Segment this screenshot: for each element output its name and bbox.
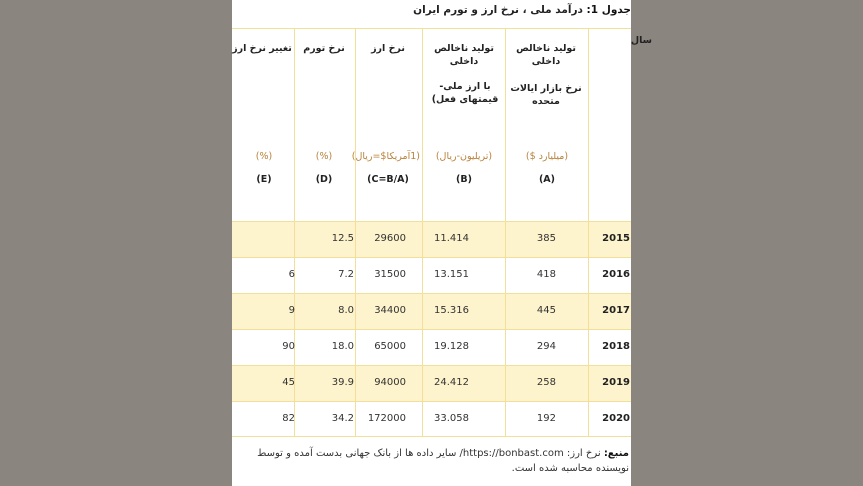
table-title bbox=[232, 4, 631, 24]
column-unit-b: (تریلیون-ریال) bbox=[435, 151, 493, 162]
column-unit-a: (میلیارد $) bbox=[525, 151, 569, 162]
grid-line bbox=[355, 28, 356, 436]
table-cell: 65000 bbox=[374, 341, 406, 352]
row-band bbox=[232, 221, 631, 257]
table-cell: 172000 bbox=[367, 413, 406, 424]
year-cell: 2015 bbox=[602, 233, 630, 244]
table-cell: 258 bbox=[536, 377, 556, 388]
grid-line bbox=[232, 365, 631, 366]
table-cell: 82 bbox=[282, 413, 295, 424]
table-cell: 6 bbox=[288, 269, 295, 280]
column-letter-a: (A) bbox=[538, 174, 556, 185]
column-unit-d: (%) bbox=[315, 151, 333, 162]
year-cell: 2016 bbox=[602, 269, 630, 280]
column-unit-e: (%) bbox=[255, 151, 273, 162]
table-cell: 33.058 bbox=[434, 413, 469, 424]
grid-line bbox=[232, 293, 631, 294]
table-cell: 94000 bbox=[374, 377, 406, 388]
column-letter-d: (D) bbox=[315, 174, 333, 185]
grid-line bbox=[422, 28, 423, 436]
table-cell: 12.5 bbox=[331, 233, 354, 244]
grid-line bbox=[232, 436, 631, 437]
grid-line bbox=[232, 401, 631, 402]
table-cell: 15.316 bbox=[434, 305, 469, 316]
table-cell: 24.412 bbox=[434, 377, 469, 388]
column-letter-e: (E) bbox=[256, 174, 272, 185]
column-subheader-b: با ارز ملی-قیمتهای فعل) bbox=[431, 81, 499, 105]
table-title-text: درآمد ملی ، نرخ ارز و تورم ایران bbox=[413, 4, 583, 16]
table-cell: 8.0 bbox=[338, 305, 354, 316]
year-cell: 2019 bbox=[602, 377, 630, 388]
table-cell: 7.2 bbox=[338, 269, 354, 280]
grid-line bbox=[294, 28, 295, 436]
table-cell: 385 bbox=[536, 233, 556, 244]
column-letter-b: (B) bbox=[456, 174, 472, 185]
table-cell: 11.414 bbox=[434, 233, 469, 244]
table-cell: 34.2 bbox=[331, 413, 354, 424]
column-unit-c: (1آمریکا$=ریال) bbox=[351, 151, 420, 162]
column-header-c: نرخ ارز bbox=[371, 43, 405, 54]
table-cell: 18.0 bbox=[331, 341, 354, 352]
grid-line bbox=[588, 28, 589, 436]
table-cell: 418 bbox=[536, 269, 556, 280]
table-cell: 34400 bbox=[374, 305, 406, 316]
table-cell: 45 bbox=[282, 377, 295, 388]
table-cell: 445 bbox=[536, 305, 556, 316]
table-cell: 29600 bbox=[374, 233, 406, 244]
grid-line bbox=[505, 28, 506, 436]
source-text: نرخ ارز: https://bonbast.com/ سایر داده ها از بانک جهانی بدست آمده و توسط نویسنده محاسبه شده است. bbox=[257, 448, 629, 474]
table-cell: 13.151 bbox=[434, 269, 469, 280]
source-note bbox=[237, 446, 629, 476]
source-label: منبع: bbox=[603, 448, 629, 459]
table-cell: 294 bbox=[536, 341, 556, 352]
grid-line bbox=[232, 257, 631, 258]
column-header-b: تولید ناخالص داخلی bbox=[434, 43, 494, 67]
grid-line bbox=[232, 221, 631, 222]
table-cell: 192 bbox=[536, 413, 556, 424]
table-title-lead: جدول 1: bbox=[586, 4, 631, 16]
grid-line bbox=[232, 28, 631, 29]
column-subheader-a: نرخ بازار ایالات متحده bbox=[510, 83, 582, 107]
grid-line bbox=[232, 329, 631, 330]
column-header-d: نرخ تورم bbox=[303, 43, 345, 54]
column-header-e: تغییر نرخ ارز bbox=[232, 43, 292, 54]
column-header-year: سال bbox=[630, 35, 652, 46]
table-cell: 31500 bbox=[374, 269, 406, 280]
column-header-a: تولید ناخالص داخلی bbox=[516, 43, 576, 67]
table-cell: 9 bbox=[288, 305, 295, 316]
year-cell: 2020 bbox=[602, 413, 630, 424]
year-cell: 2018 bbox=[602, 341, 630, 352]
table-cell: 19.128 bbox=[434, 341, 469, 352]
year-cell: 2017 bbox=[602, 305, 630, 316]
column-letter-c: (C=B/A) bbox=[367, 174, 409, 185]
table-cell: 90 bbox=[282, 341, 295, 352]
table-cell: 39.9 bbox=[331, 377, 354, 388]
document-page bbox=[232, 0, 652, 486]
